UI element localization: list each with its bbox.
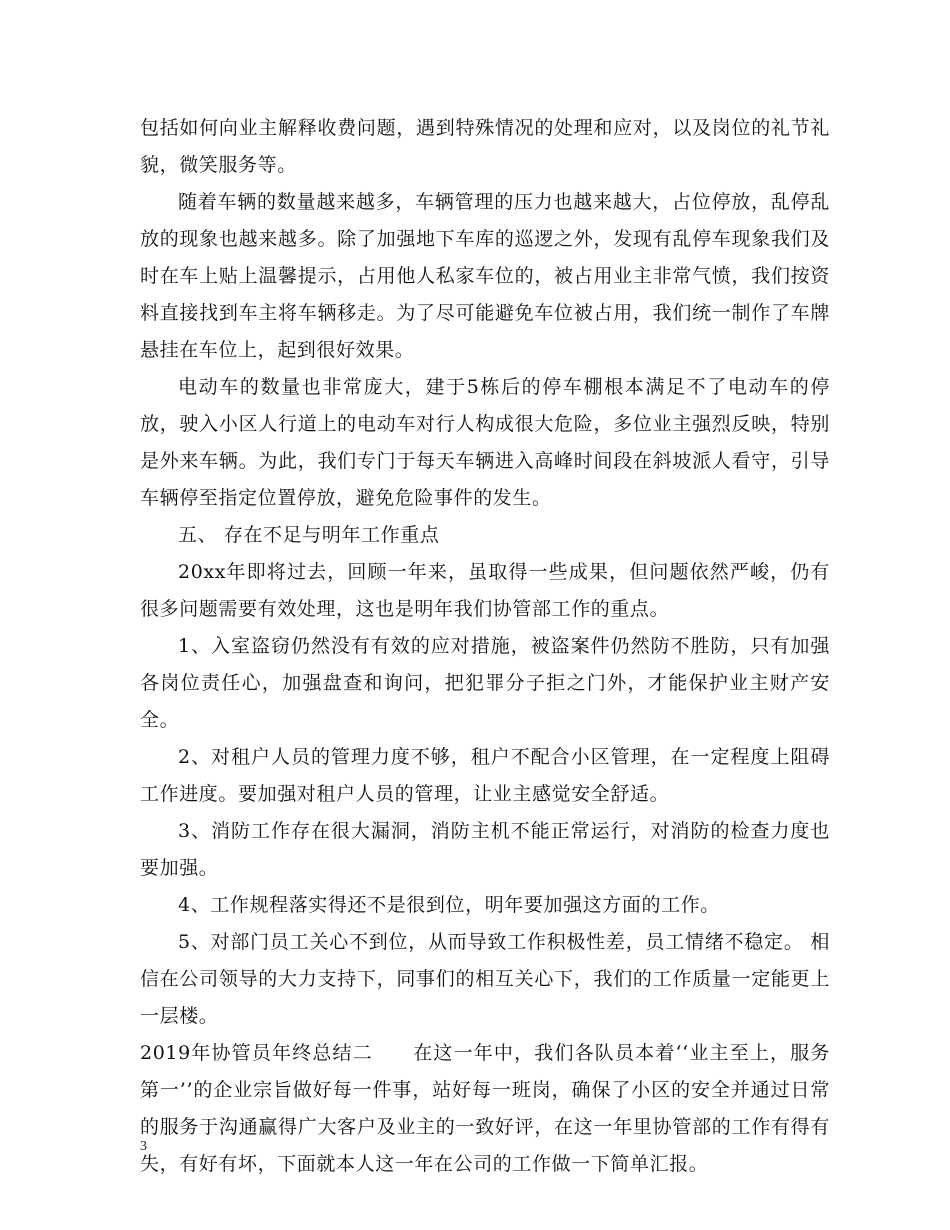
- paragraph-summary-two: 2019年协管员年终总结二 在这一年中，我们各队员本着‘‘业主至上，服务第一’’的企业宗旨做好每一件事，站好每一班岗，确保了小区的安全并通过日常的服务于沟通赢得广大客户及业主的一致好评，在这一年里协管部的工作有得有失，有好有坏，下面就本人这一年在公司的工作做一下简单汇报。: [140, 1042, 830, 1175]
- paragraph-electric-vehicles: 电动车的数量也非常庞大，建于5栋后的停车棚根本满足不了电动车的停放，驶入小区人行道上的电动车对行人构成很大危险，多位业主强烈反映，特别是外来车辆。为此，我们专门于每天车辆进入高峰时间段在斜坡派人看守，引导车辆停至指定位置停放，避免危险事件的发生。: [140, 376, 830, 509]
- list-item-5: 5、对部门员工关心不到位，从而导致工作积极性差，员工情绪不稳定。 相信在公司领导的大力支持下，同事们的相互关心下，我们的工作质量一定能更上一层楼。: [140, 931, 830, 1027]
- list-item-1: 1、入室盗窃仍然没有有效的应对措施，被盗案件仍然防不胜防，只有加强各岗位责任心，加强盘查和询问，把犯罪分子拒之门外，才能保护业主财产安全。: [140, 635, 830, 731]
- list-item-2: 2、对租户人员的管理力度不够，租户不配合小区管理，在一定程度上阻碍工作进度。要加强对租户人员的管理，让业主感觉安全舒适。: [140, 746, 830, 805]
- section-heading-shortcomings: 五、 存在不足与明年工作重点: [178, 524, 440, 546]
- page-number: 3: [140, 1139, 147, 1154]
- list-item-3: 3、消防工作存在很大漏洞，消防主机不能正常运行，对消防的检查力度也要加强。: [140, 820, 830, 879]
- paragraph-vehicle-management: 随着车辆的数量越来越多，车辆管理的压力也越来越大，占位停放，乱停乱放的现象也越来越多。除了加强地下车库的巡逻之外，发现有乱停车现象我们及时在车上贴上温馨提示，占用他人私家车位的，被占用业主非常气愤，我们按资料直接找到车主将车辆移走。为了尽可能避免车位被占用，我们统一制作了车牌悬挂在车位上，起到很好效果。: [140, 191, 830, 361]
- paragraph-fee-explanation: 包括如何向业主解释收费问题，遇到特殊情况的处理和应对，以及岗位的礼节礼貌，微笑服务等。: [140, 117, 830, 176]
- list-item-4: 4、工作规程落实得还不是很到位，明年要加强这方面的工作。: [178, 894, 720, 916]
- document-body: [140, 110, 830, 1183]
- paragraph-year-review: 20xx年即将过去，回顾一年来，虽取得一些成果，但问题依然严峻，仍有很多问题需要有效处理，这也是明年我们协管部工作的重点。: [140, 561, 830, 620]
